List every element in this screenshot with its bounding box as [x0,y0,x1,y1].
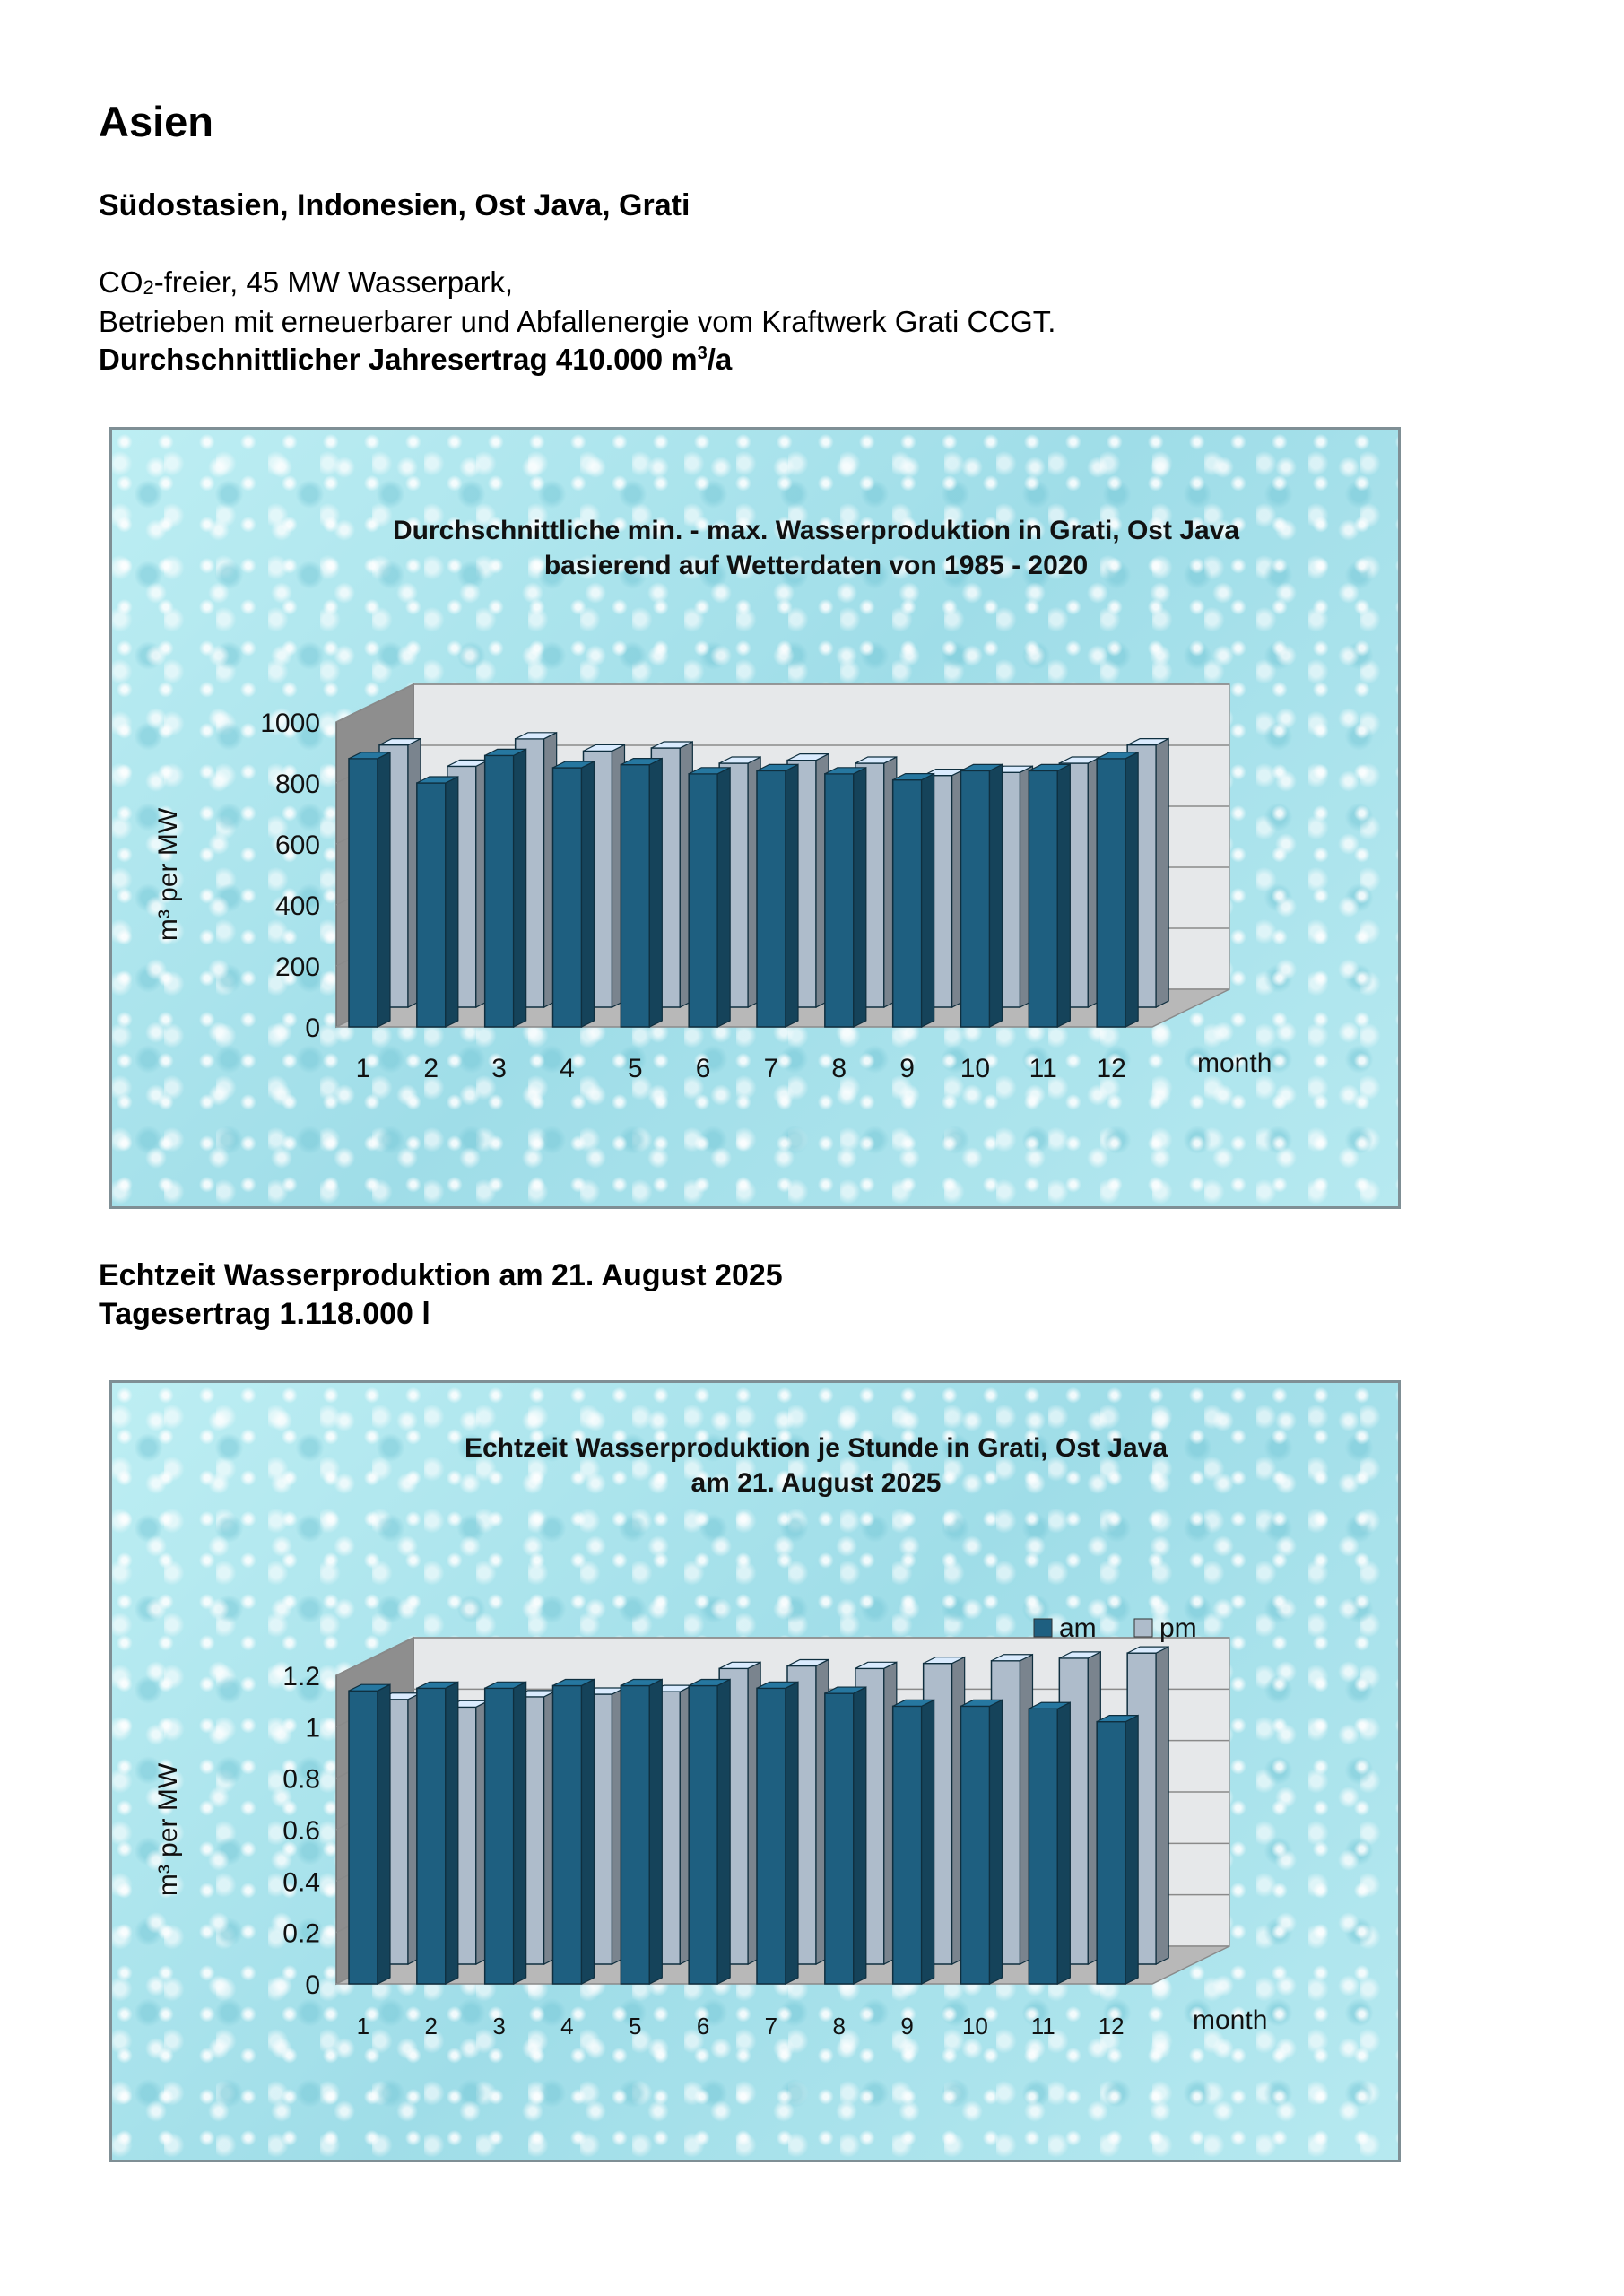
chart-x-tick-label: 6 [696,2013,710,2039]
bar-side [854,1687,866,1984]
bar-front [757,1688,786,1984]
chart-y-tick-label: 0 [305,1970,320,2000]
chart-x-tick-label: 2 [423,1054,439,1083]
bar-front [485,1688,514,1984]
bar-side [649,759,662,1027]
chart-x-tick-label: 11 [1029,1054,1057,1083]
intro-rest: -freier, 45 MW Wasserpark, [153,265,514,299]
chart-y-axis-label: m³ per MW [153,807,183,942]
bar-side [990,764,1003,1027]
chart-x-tick-label: 1 [355,1054,371,1083]
chart-x-axis-label: month [1193,2005,1268,2035]
chart-x-tick-label: 9 [900,2013,914,2039]
bar-am-7 [757,1682,798,1984]
legend-swatch-pm [1134,1619,1152,1637]
chart-y-tick-label: 800 [274,770,320,799]
bar-front [553,768,582,1027]
bar-side [717,768,730,1027]
intro-subscript: 2 [143,276,154,299]
bar-side [1156,1647,1168,1964]
bar-max-10 [961,764,1003,1027]
realtime-heading: Echtzeit Wasserproduktion am 21. August 2025 [99,1258,783,1292]
bar-am-4 [553,1679,595,1984]
bar-front [893,1706,922,1984]
chart-y-tick-label: 0.8 [282,1764,320,1795]
chart-panel-average [109,427,1401,1209]
bar-side [582,1679,595,1984]
chart-realtime-production [112,1383,1401,2162]
chart-y-tick-label: 0.4 [282,1867,320,1898]
location-heading: Südostasien, Indonesien, Ost Java, Grati [99,188,690,222]
bar-front [417,783,446,1027]
chart-y-tick-label: 1.2 [282,1662,320,1692]
chart-title-line1: Echtzeit Wasserproduktion je Stunde in Grati, Ost Java [464,1433,1168,1463]
bar-front [961,770,990,1027]
chart-x-tick-label: 2 [424,2013,438,2039]
bar-front [893,780,922,1027]
bar-side [1057,764,1070,1027]
chart-title-line2: basierend auf Wetterdaten von 1985 - 2020 [543,551,1089,580]
chart-x-tick-label: 3 [492,2013,506,2039]
bar-front [689,1685,717,1984]
bar-front [1097,759,1125,1027]
bar-am-8 [825,1687,866,1984]
bar-front [1097,1722,1125,1984]
bar-side [786,764,798,1027]
bar-side [990,1700,1003,1984]
chart-y-tick-label: 600 [274,831,320,860]
bar-side [1125,1716,1138,1984]
chart-x-tick-label: 9 [899,1054,915,1083]
chart-x-tick-label: 3 [491,1054,507,1083]
avg-yield-sup: 3 [697,344,708,363]
avg-yield-suffix: /a [707,343,733,376]
chart-y-tick-label: 0.2 [282,1918,320,1949]
bar-front [485,755,514,1027]
bar-front [1029,1709,1057,1984]
bar-side [446,1682,458,1984]
bar-am-5 [621,1679,662,1984]
bar-max-7 [757,764,798,1027]
legend-label-pm: pm [1159,1613,1197,1643]
bar-front [825,774,854,1027]
region-heading: Asien [99,98,213,145]
bar-max-4 [553,761,595,1027]
chart-x-tick-label: 12 [1096,1054,1126,1083]
bar-am-10 [961,1700,1003,1984]
bar-am-1 [349,1684,390,1984]
chart-average-production [112,430,1401,1209]
bar-side [514,1682,526,1984]
bar-side [922,1700,934,1984]
chart-x-tick-label: 5 [627,1054,643,1083]
chart-x-tick-label: 4 [560,2013,574,2039]
chart-x-tick-label: 10 [961,2013,988,2039]
bar-side [1125,752,1138,1027]
chart-x-tick-label: 11 [1030,2013,1055,2039]
chart-x-tick-label: 5 [629,2013,642,2039]
legend-swatch-am [1034,1619,1052,1637]
chart-title-line2: am 21. August 2025 [690,1468,942,1498]
bar-side [922,774,934,1027]
intro-prefix: CO [99,265,143,299]
chart-x-tick-label: 4 [560,1054,575,1083]
bar-max-3 [485,749,526,1027]
bar-front [825,1693,854,1984]
bar-front [621,765,649,1027]
bar-front [349,1691,378,1984]
chart-y-tick-label: 0.6 [282,1816,320,1846]
chart-x-axis-label: month [1197,1048,1272,1078]
bar-front [689,774,717,1027]
bar-am-6 [689,1679,730,1984]
bar-side [582,761,595,1027]
bar-max-11 [1029,764,1070,1027]
chart-y-axis-label: m³ per MW [153,1762,183,1897]
bar-max-8 [825,768,866,1027]
chart-x-tick-label: 12 [1098,2013,1125,2039]
bar-max-2 [417,777,458,1027]
chart-y-tick-label: 0 [305,1013,320,1043]
bar-side [1057,1702,1070,1984]
chart-x-tick-label: 1 [356,2013,370,2039]
bar-front [553,1685,582,1984]
bar-am-9 [893,1700,934,1984]
bar-side [649,1679,662,1984]
bar-side [854,768,866,1027]
chart-x-tick-label: 8 [832,2013,846,2039]
chart-x-tick-label: 10 [960,1054,991,1083]
bar-front [1029,770,1057,1027]
chart-y-tick-label: 400 [274,891,320,921]
chart-y-tick-label: 1000 [260,709,320,738]
chart-x-tick-label: 6 [695,1054,711,1083]
bar-max-5 [621,759,662,1027]
bar-am-12 [1097,1716,1138,1984]
daily-yield: Tagesertrag 1.118.000 l [99,1297,430,1331]
chart-y-tick-label: 1 [305,1713,320,1744]
bar-front [961,1706,990,1984]
intro-line [99,265,513,300]
legend-label-am: am [1059,1613,1097,1643]
bar-side [786,1682,798,1984]
bar-am-11 [1029,1702,1070,1984]
bar-side [446,777,458,1027]
bar-side [717,1679,730,1984]
bar-side [378,1684,390,1984]
bar-front [621,1685,649,1984]
bar-side [1156,739,1168,1007]
bar-front [757,770,786,1027]
bar-max-12 [1097,752,1138,1027]
operation-line: Betrieben mit erneuerbarer und Abfallenergie vom Kraftwerk Grati CCGT. [99,305,1056,338]
chart-y-tick-label: 200 [274,952,320,982]
bar-max-1 [349,752,390,1027]
bar-max-9 [893,774,934,1027]
bar-side [514,749,526,1027]
bar-front [417,1688,446,1984]
avg-yield-line [99,343,732,377]
chart-x-tick-label: 8 [831,1054,847,1083]
chart-x-tick-label: 7 [763,1054,779,1083]
bar-max-6 [689,768,730,1027]
chart-title-line1: Durchschnittliche min. - max. Wasserproduktion in Grati, Ost Java [392,516,1240,545]
bar-am-2 [417,1682,458,1984]
chart-panel-realtime [109,1380,1401,2162]
avg-yield-prefix: Durchschnittlicher Jahresertrag 410.000 m [99,343,698,376]
bar-front [349,759,378,1027]
bar-am-3 [485,1682,526,1984]
chart-x-tick-label: 7 [764,2013,778,2039]
bar-side [378,752,390,1027]
